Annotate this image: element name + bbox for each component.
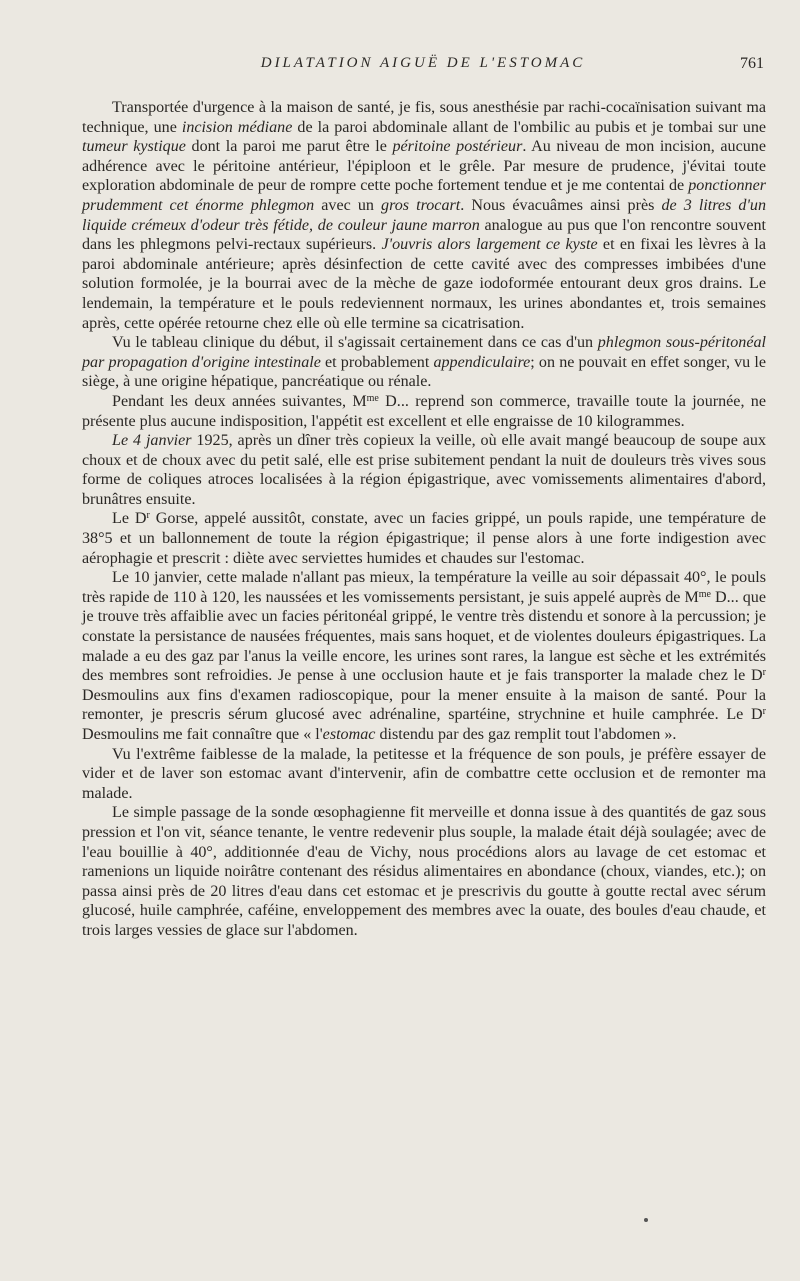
superscript: r xyxy=(762,706,766,718)
text-run: avec un xyxy=(314,196,382,214)
text-run: Vu le tableau clinique du début, il s'agissait certainement dans ce cas d'un xyxy=(112,334,598,352)
italic-text: incision médiane xyxy=(181,118,293,136)
text-run: Gorse, appelé aussitôt, constate, avec un facies grippé, un pouls rapide, une température de 38°5 et un ballonnement de toute la région épigastrique; il pense alors à une forte indigestion avec aérophagie et prescrit : diète avec serviettes humides et chaudes sur l'estomac. xyxy=(82,510,766,567)
paragraph xyxy=(82,431,766,509)
text-run: et probablement xyxy=(320,353,434,371)
text-run: distendu par des gaz remplit tout l'abdomen ». xyxy=(375,726,677,743)
italic-text: estomac xyxy=(322,726,376,743)
superscript: r xyxy=(762,667,766,679)
text-run: Le 10 janvier, cette malade n'allant pas mieux, la température la veille au soir dépassait 40°, le pouls très rapide de 110 à 120, les naussées et les vomissements persistant, je suis appelé auprès de M xyxy=(82,569,766,606)
text-run: 1925, après un dîner très copieux la veille, où elle avait mangé beaucoup de soupe aux choux et de choux avec du petit salé, elle est prise subitement pendant la nuit de douleurs très vives sous forme de coliques atroces localisées à la région épigastrique, avec vomissements alimentaires d'abord, brunâtres ensuite. xyxy=(82,432,766,508)
text-run: Desmoulins me fait connaître que « l' xyxy=(82,726,323,743)
running-title: DILATATION AIGUË DE L'ESTOMAC xyxy=(260,55,586,71)
paragraph xyxy=(82,803,766,940)
text-run: Transportée d'urgence à la maison de santé, je fis, sous anesthésie par rachi-cocaïnisation suivant ma technique, une xyxy=(82,99,766,136)
text-run: de la paroi abdominale allant de l'ombilic au pubis et je tombai sur une xyxy=(292,118,767,136)
text-run: . Nous évacuâmes ainsi près xyxy=(460,196,662,214)
text-run: Vu l'extrême faiblesse de la malade, la petitesse et la fréquence de son pouls, je préfère essayer de vider et de laver son estomac avant d'intervenir, afin de combattre cette occlusion et de remonter ma malade. xyxy=(82,745,766,802)
superscript: r xyxy=(146,510,150,522)
italic-text: phlegmon sous-péritonéal par propagation d'origine intestinale xyxy=(82,334,766,371)
text-run: D... que je trouve très affaiblie avec un facies péritonéal grippé, le ventre très distendu et sonore à la percussion; je constate la persistance de nausées fréquentes, mais sans hoquet, et de violentes douleurs épigastriques. La malade a eu des gaz par l'anus la veille encore, les urines sont rares, la langue est sèche et les extrémités des membres sont refroidies. Je pense à une occlusion haute et je fais transporter la malade chez le D xyxy=(82,588,766,685)
italic-text: péritoine postérieur xyxy=(392,138,523,156)
body-text xyxy=(82,98,766,941)
superscript: me xyxy=(698,588,711,600)
text-run: Le D xyxy=(112,510,147,528)
page-number: 761 xyxy=(740,55,764,72)
italic-text: de 3 litres d'un liquide crémeux d'odeur très fétide, de couleur jaune marron xyxy=(82,196,767,234)
text-run: et en fixai les lèvres à la paroi abdominale antérieure; après désinfection de cette cavité avec des compresses imbibées d'une solution formolée, je la bourrai avec de la mèche de gaze iodoformée entourant deux gros drains. Le lendemain, la température et le pouls redeviennent normaux, les urines abondantes et, trois semaines après, cette opérée retourne chez elle où elle termine sa cicatrisation. xyxy=(82,236,766,332)
text-run: ; on ne pouvait en effet songer, vu le siège, à une origine hépatique, pancréatique ou rénale. xyxy=(82,353,766,391)
text-run: analogue au pus que l'on rencontre souvent dans les phlegmons pelvi-rectaux supérieurs. xyxy=(82,216,767,254)
italic-text: ponctionner prudemment cet énorme phlegmon xyxy=(82,177,766,214)
text-run: Desmoulins aux fins d'examen radioscopique, pour la mener ensuite à la maison de santé. Pour la remonter, je prescris sérum glucosé avec adrénaline, spartéine, strychnine et huile camphrée. Le D xyxy=(82,686,766,724)
paragraph xyxy=(82,509,766,568)
superscript: me xyxy=(366,392,379,404)
paragraph xyxy=(82,392,766,431)
text-run: dont la paroi me parut être le xyxy=(185,138,393,156)
text-run: Le simple passage de la sonde œsophagienne fit merveille et donna issue à des quantités de gaz sous pression et l'on vit, séance tenante, le ventre redevenir plus souple, la malade était déjà soulagée; avec de l'eau bouillie à 40°, additionnée d'eau de Vichy, nous procédions alors au lavage de cet estomac et ramenions un liquide noirâtre contenant des résidus alimentaires en abondance (choux, viandes, etc.); on passa ainsi près de 20 litres d'eau dans cet estomac et je prescrivis du goutte à goutte rectal avec sérum glucosé, huile camphrée, caféine, enveloppement des membres avec la ouate, des boules d'eau chaude, et trois larges vessies de glace sur l'abdomen. xyxy=(82,804,766,939)
text-run: Pendant les deux années suivantes, M xyxy=(112,392,367,410)
text-run: . Au niveau de mon incision, aucune adhérence avec le péritoine antérieur, l'épiploon et le grêle. Par mesure de prudence, j'évitai toute exploration abdominale de peur de rompre cette poche fortement tendue et je me contentai de xyxy=(82,138,766,195)
paragraph xyxy=(82,745,766,804)
paragraph xyxy=(82,98,766,333)
paragraph xyxy=(82,333,766,392)
italic-text: tumeur kystique xyxy=(82,138,186,156)
italic-text: appendiculaire xyxy=(433,353,531,371)
print-speck xyxy=(644,1218,648,1222)
text-run: D... reprend son commerce, travaille toute la journée, ne présente plus aucune indisposition, l'appétit est excellent et elle engraisse de 10 kilogrammes. xyxy=(82,392,766,430)
italic-text: Le 4 janvier xyxy=(112,432,192,450)
page-header xyxy=(82,55,764,81)
italic-text: gros trocart xyxy=(381,196,461,214)
italic-text: J'ouvris alors largement ce kyste xyxy=(381,236,598,254)
paragraph xyxy=(82,568,766,744)
